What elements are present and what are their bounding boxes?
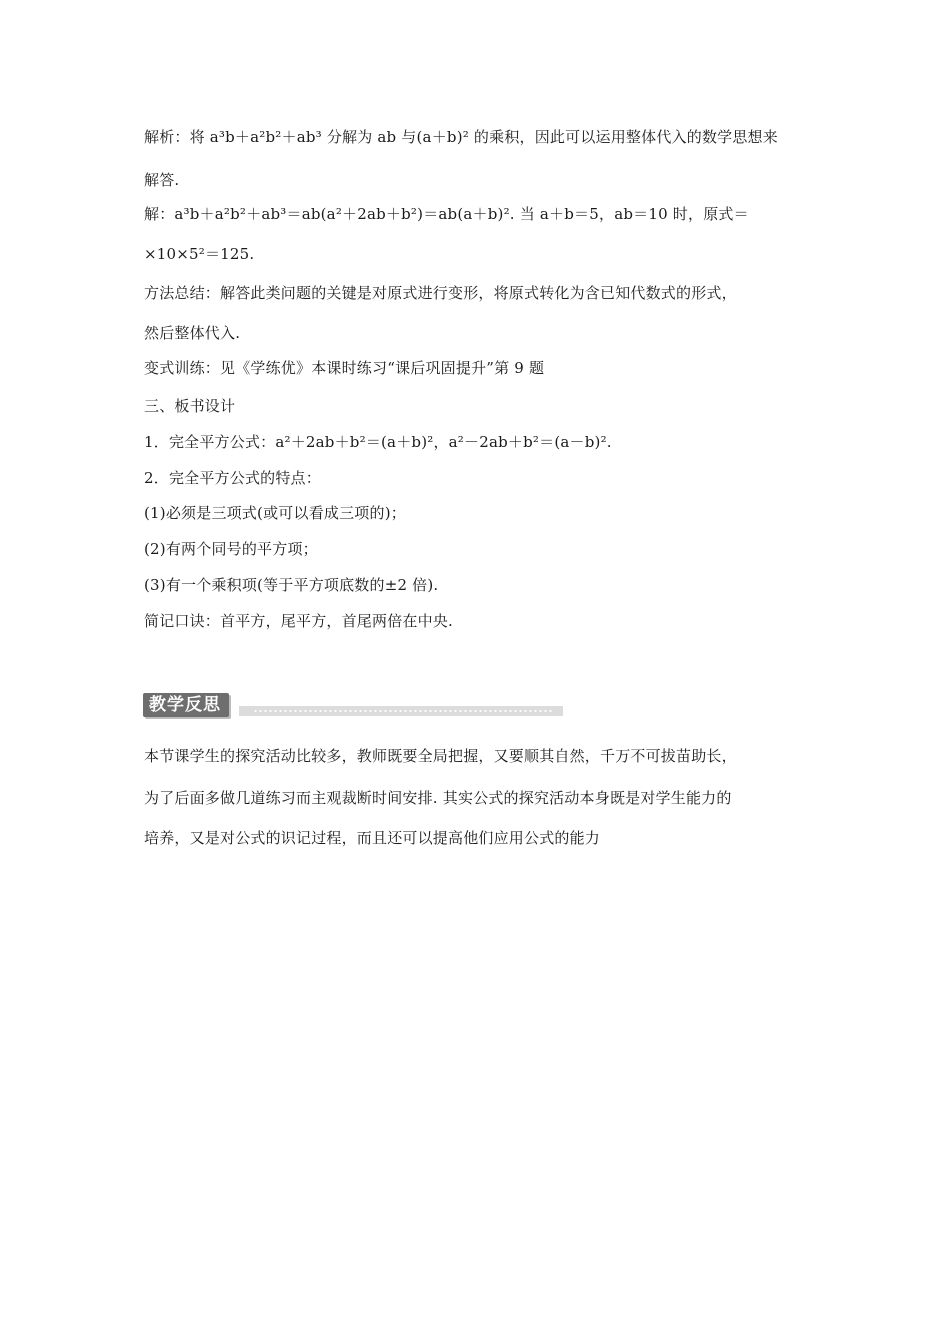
analysis-line-end: 解答.: [144, 171, 180, 189]
feature-item-1: (1)必须是三项式(或可以看成三项的)；: [144, 504, 406, 522]
section-title: 教学反思: [143, 693, 229, 717]
analysis-line: 解析：将 a³b＋a²b²＋ab³ 分解为 ab 与(a＋b)² 的乘积，因此可以运用整体代入的数学思想来: [144, 128, 778, 146]
feature-item-3: (3)有一个乘积项(等于平方项底数的±2 倍).: [144, 576, 439, 594]
method-summary-end: 然后整体代入.: [144, 324, 241, 342]
solution-result: ×10×5²＝125.: [144, 245, 255, 263]
heading-decor-dots: [253, 709, 553, 713]
variant-training: 变式训练：见《学练优》本课时练习“课后巩固提升”第 9 题: [144, 359, 545, 377]
method-summary-line: 方法总结：解答此类问题的关键是对原式进行变形，将原式转化为含已知代数式的形式，: [144, 284, 737, 302]
feature-item-2: (2)有两个同号的平方项；: [144, 540, 318, 558]
reflection-line-3: 培养，又是对公式的识记过程，而且还可以提高他们应用公式的能力: [144, 829, 601, 847]
mnemonic-line: 简记口诀：首平方，尾平方，首尾两倍在中央.: [144, 612, 453, 630]
solution-line: 解：a³b＋a²b²＋ab³＝ab(a²＋2ab＋b²)＝ab(a＋b)². 当 a＋b＝5，ab＝10 时，原式＝: [144, 205, 749, 223]
formula-line: 1．完全平方公式：a²＋2ab＋b²＝(a＋b)²，a²－2ab＋b²＝(a－b)².: [144, 433, 612, 451]
board-design-heading: 三、板书设计: [144, 397, 236, 415]
reflection-line-1: 本节课学生的探究活动比较多，教师既要全局把握，又要顺其自然，千万不可拔苗助长，: [144, 747, 737, 765]
features-heading: 2．完全平方公式的特点：: [144, 469, 321, 487]
reflection-line-2: 为了后面多做几道练习而主观裁断时间安排. 其实公式的探究活动本身既是对学生能力的: [144, 789, 732, 807]
section-heading: [143, 691, 467, 719]
